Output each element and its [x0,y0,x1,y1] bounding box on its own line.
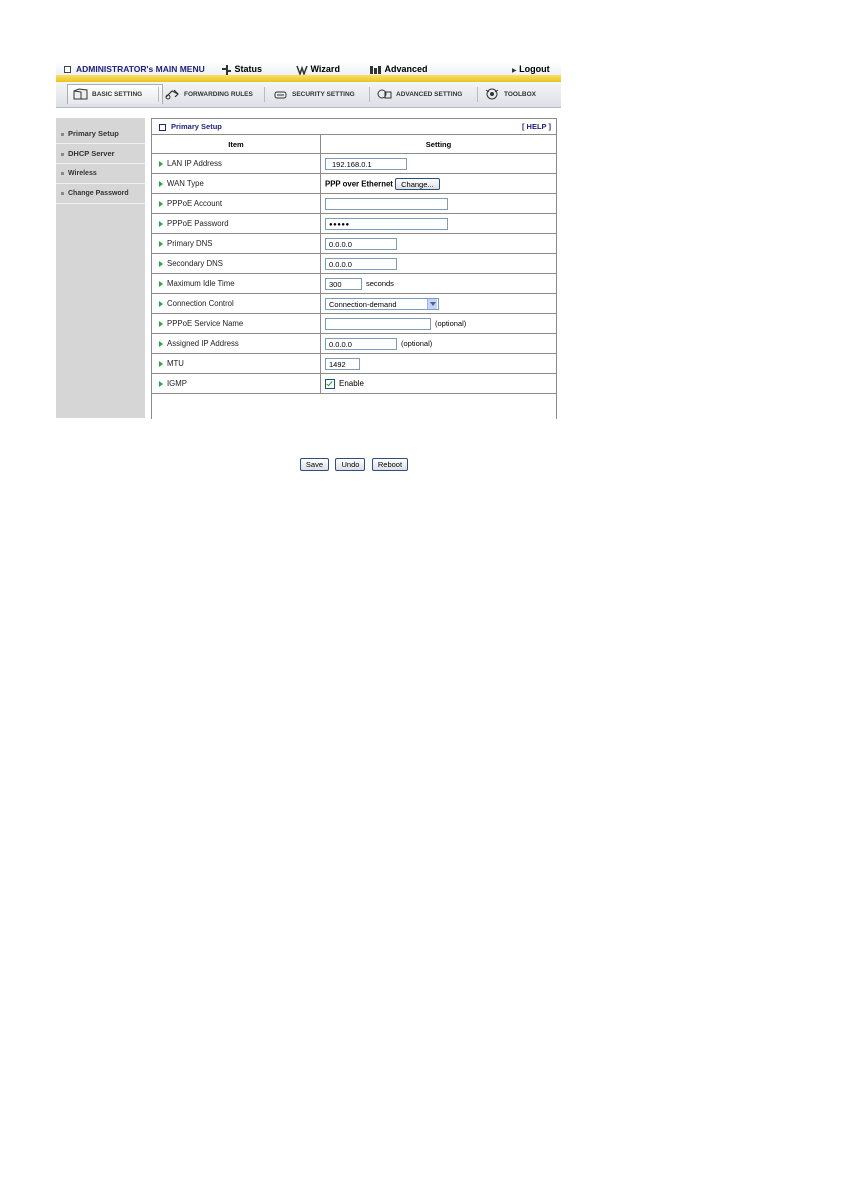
folder-icon [72,88,89,100]
row-label-cell [152,314,321,334]
wizard-label: Wizard [310,64,340,74]
tab-separator [369,87,370,102]
row-label-cell [152,254,321,274]
row-value-cell [321,374,557,394]
arrow-icon [159,281,163,287]
undo-button[interactable]: Undo [335,458,365,471]
pppoe-account-label: PPPoE Account [167,199,223,208]
sidebar-item-label: Primary Setup [68,129,119,138]
lock-icon [272,88,289,100]
idle-time-label: Maximum Idle Time [167,279,235,288]
table-row [152,314,556,334]
table-header-row [152,135,556,154]
lan-ip-input[interactable]: 192.168.0.1 [325,158,407,170]
advanced-icon [369,65,382,75]
status-icon [221,65,232,75]
assigned-ip-input[interactable]: 0.0.0.0 [325,338,397,350]
pppoe-account-input[interactable] [325,198,448,210]
table-row [152,354,556,374]
header-stripe [56,75,561,82]
tab-toolbox[interactable] [480,85,548,104]
primary-dns-label: Primary DNS [167,239,213,248]
tab-separator [158,87,159,102]
tab-security-setting-label: SECURITY SETTING [292,91,355,98]
help-link[interactable]: [ HELP ] [521,122,551,131]
service-name-note: (optional) [435,319,467,328]
igmp-enable-checkbox[interactable] [325,379,335,389]
assigned-ip-note: (optional) [401,339,433,348]
secondary-dns-label: Secondary DNS [167,259,223,268]
menu-square-icon [64,66,71,73]
col-item-header: Item [152,135,321,154]
wizard-icon [296,65,308,75]
table-row [152,374,556,394]
bullet-icon [61,172,64,175]
tab-separator [477,87,478,102]
bullet-icon [61,192,64,195]
table-row [152,214,556,234]
primary-dns-input[interactable]: 0.0.0.0 [325,238,397,250]
wan-type-label: WAN Type [167,179,204,188]
mtu-input[interactable]: 1492 [325,358,360,370]
tab-basic-setting[interactable] [67,84,163,104]
row-value-cell [321,254,557,274]
wan-type-value: PPP over Ethernet [325,179,393,188]
igmp-enable-label: Enable [339,379,364,388]
service-name-label: PPPoE Service Name [167,319,244,328]
arrow-icon [159,201,163,207]
sidebar-item-wireless[interactable] [56,164,145,184]
assigned-ip-label: Assigned IP Address [167,339,239,348]
status-link[interactable] [221,63,262,75]
reboot-button[interactable]: Reboot [372,458,408,471]
lan-ip-label: LAN IP Address [167,159,222,168]
table-row [152,334,556,354]
action-buttons [152,456,556,478]
tab-forwarding-rules[interactable] [160,85,268,104]
arrow-icon [159,241,163,247]
tab-toolbox-label: TOOLBOX [504,91,537,98]
table-row [152,174,556,194]
table-row [152,254,556,274]
row-label-cell [152,234,321,254]
row-value-cell [321,154,557,174]
save-button[interactable]: Save [300,458,329,471]
router-admin-frame [56,62,561,470]
toolbox-icon [484,88,501,100]
arrow-icon [159,341,163,347]
idle-time-input[interactable]: 300 [325,278,362,290]
row-value-cell [321,314,557,334]
bullet-icon [61,133,64,136]
sidebar-item-label: Change Password [68,190,129,197]
idle-time-unit: seconds [366,279,394,288]
top-menu-bar [56,62,561,75]
secondary-dns-input[interactable]: 0.0.0.0 [325,258,397,270]
wizard-link[interactable] [296,63,340,75]
row-label-cell [152,274,321,294]
panel-title: Primary Setup [171,122,222,131]
arrow-icon [159,361,163,367]
logout-arrow-icon: ▶ [512,68,517,74]
row-label-cell [152,214,321,234]
row-value-cell [321,354,557,374]
arrow-icon [159,301,163,307]
row-value-cell [321,194,557,214]
arrow-icon [159,161,163,167]
tab-separator [264,87,265,102]
row-value-cell [321,214,557,234]
row-label-cell [152,354,321,374]
service-name-input[interactable] [325,318,431,330]
table-row [152,154,556,174]
row-label-cell [152,174,321,194]
col-setting-header: Setting [321,135,557,154]
row-label-cell [152,154,321,174]
row-label-cell [152,334,321,354]
logout-label: Logout [519,64,550,74]
pppoe-password-input[interactable]: ●●●●● [325,218,448,230]
panel-square-icon [159,124,166,131]
primary-setup-panel [151,118,557,470]
row-value-cell [321,274,557,294]
table-row [152,274,556,294]
arrows-icon [164,88,181,100]
chevron-down-icon [427,299,437,309]
admin-menu-title: ADMINISTRATOR's MAIN MENU [76,64,205,74]
arrow-icon [159,321,163,327]
mtu-label: MTU [167,359,184,368]
bullet-icon [61,153,64,156]
row-label-cell [152,374,321,394]
sidebar-item-primary-setup[interactable] [56,124,145,144]
connection-control-value: Connection-demand [329,299,397,309]
admin-main-menu[interactable] [64,63,205,75]
sidebar-item-change-password[interactable] [56,184,145,204]
arrow-icon [159,221,163,227]
tab-bar [56,82,561,108]
pppoe-password-label: PPPoE Password [167,219,229,228]
logout-link[interactable] [512,63,550,75]
sidebar-item-label: Wireless [68,170,97,177]
row-value-cell [321,334,557,354]
row-value-cell [321,174,557,194]
tab-basic-setting-label: BASIC SETTING [92,91,143,98]
tab-forwarding-rules-label: FORWARDING RULES [184,91,253,98]
status-label: Status [234,64,263,74]
arrow-icon [159,381,163,387]
table-row [152,234,556,254]
row-value-cell [321,234,557,254]
panel-header [152,119,556,134]
sidebar [56,118,145,418]
sidebar-item-label: DHCP Server [68,149,115,158]
row-label-cell [152,294,321,314]
advanced-label: Advanced [384,64,428,74]
settings-table [152,134,556,394]
gear-icon [376,88,393,100]
advanced-link[interactable] [369,63,428,75]
change-wan-button[interactable]: Change... [395,178,440,190]
tab-advanced-setting[interactable] [372,85,480,104]
arrow-icon [159,261,163,267]
igmp-label: IGMP [167,379,187,388]
tab-security-setting[interactable] [268,85,372,104]
connection-control-select[interactable] [325,298,439,310]
tab-advanced-setting-label: ADVANCED SETTING [396,91,463,98]
sidebar-item-dhcp-server[interactable] [56,144,145,164]
table-row [152,194,556,214]
row-value-cell [321,294,557,314]
connection-control-label: Connection Control [167,299,234,308]
arrow-icon [159,181,163,187]
row-label-cell [152,194,321,214]
table-row [152,294,556,314]
